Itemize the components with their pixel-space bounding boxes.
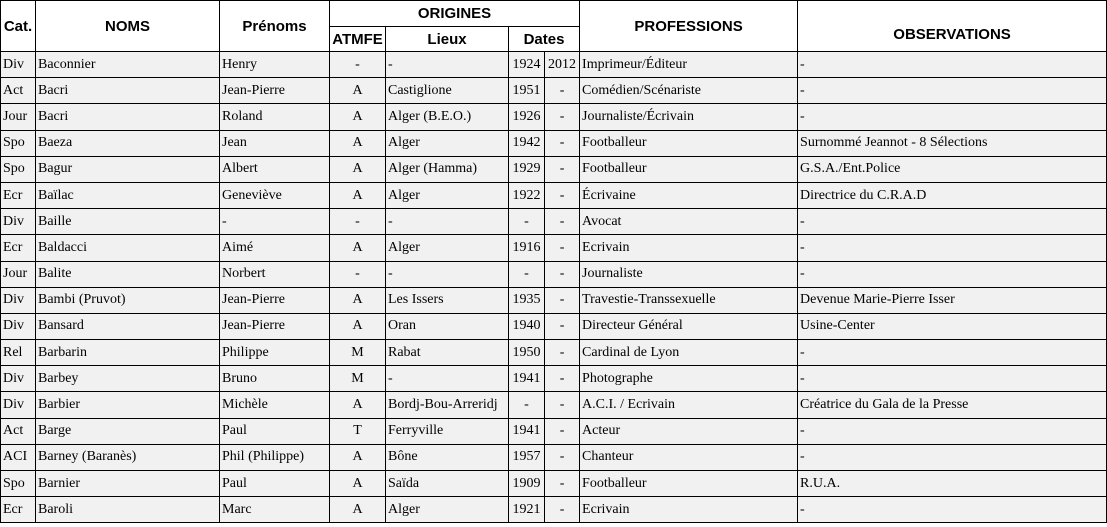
cell-observation: - xyxy=(798,78,1107,104)
cell-nom: Baille xyxy=(36,209,220,235)
cell-nom: Baconnier xyxy=(36,52,220,78)
cell-lieu: Bordj-Bou-Arreridj xyxy=(386,392,509,418)
cell-profession: Directeur Général xyxy=(580,313,798,339)
cell-atmfe: A xyxy=(330,471,386,497)
table-row xyxy=(1,52,1107,78)
cell-lieu: Saïda xyxy=(386,471,509,497)
cell-cat: Rel xyxy=(1,340,36,366)
cell-nom: Barge xyxy=(36,418,220,444)
cell-date-deces: - xyxy=(545,313,580,339)
cell-observation: - xyxy=(798,444,1107,470)
cell-date-naissance: 1940 xyxy=(509,313,545,339)
cell-atmfe: A xyxy=(330,235,386,261)
cell-date-deces: - xyxy=(545,182,580,208)
cell-profession: Journaliste/Écrivain xyxy=(580,104,798,130)
cell-atmfe: A xyxy=(330,182,386,208)
cell-prenom: Geneviève xyxy=(220,182,330,208)
cell-nom: Barbey xyxy=(36,366,220,392)
cell-atmfe: A xyxy=(330,156,386,182)
header-atmfe: ATMFE xyxy=(330,27,386,52)
cell-prenom: Bruno xyxy=(220,366,330,392)
cell-atmfe: M xyxy=(330,366,386,392)
cell-nom: Barbarin xyxy=(36,340,220,366)
cell-observation: - xyxy=(798,52,1107,78)
table-row xyxy=(1,182,1107,208)
cell-profession: Imprimeur/Éditeur xyxy=(580,52,798,78)
cell-profession: Travestie-Transsexuelle xyxy=(580,287,798,313)
cell-profession: Cardinal de Lyon xyxy=(580,340,798,366)
cell-atmfe: A xyxy=(330,78,386,104)
cell-atmfe: A xyxy=(330,287,386,313)
cell-date-deces: - xyxy=(545,392,580,418)
cell-atmfe: A xyxy=(330,313,386,339)
cell-cat: Jour xyxy=(1,104,36,130)
cell-cat: Act xyxy=(1,418,36,444)
table-row xyxy=(1,313,1107,339)
cell-date-deces: - xyxy=(545,235,580,261)
table-row xyxy=(1,209,1107,235)
header-prenoms: Prénoms xyxy=(220,1,330,52)
cell-profession: A.C.I. / Ecrivain xyxy=(580,392,798,418)
cell-lieu: Les Issers xyxy=(386,287,509,313)
cell-nom: Bacri xyxy=(36,78,220,104)
cell-lieu: Oran xyxy=(386,313,509,339)
table-row xyxy=(1,444,1107,470)
cell-nom: Barney (Baranès) xyxy=(36,444,220,470)
cell-nom: Bansard xyxy=(36,313,220,339)
cell-date-deces: - xyxy=(545,130,580,156)
cell-date-deces: - xyxy=(545,340,580,366)
cell-date-naissance: 1916 xyxy=(509,235,545,261)
cell-cat: Div xyxy=(1,366,36,392)
cell-prenom: Norbert xyxy=(220,261,330,287)
cell-date-naissance: 1929 xyxy=(509,156,545,182)
table-row xyxy=(1,418,1107,444)
cell-date-naissance: 1941 xyxy=(509,418,545,444)
cell-observation: R.U.A. xyxy=(798,471,1107,497)
cell-atmfe: - xyxy=(330,52,386,78)
cell-prenom: Jean-Pierre xyxy=(220,287,330,313)
cell-prenom: Jean-Pierre xyxy=(220,78,330,104)
table-row xyxy=(1,130,1107,156)
cell-atmfe: A xyxy=(330,497,386,523)
cell-date-deces: - xyxy=(545,104,580,130)
cell-cat: Spo xyxy=(1,130,36,156)
cell-date-deces: - xyxy=(545,287,580,313)
cell-lieu: Alger xyxy=(386,182,509,208)
cell-observation: - xyxy=(798,418,1107,444)
header-lieux: Lieux xyxy=(386,27,509,52)
cell-prenom: Jean xyxy=(220,130,330,156)
cell-date-naissance: 1950 xyxy=(509,340,545,366)
table-row xyxy=(1,340,1107,366)
cell-date-deces: - xyxy=(545,471,580,497)
cell-cat: Ecr xyxy=(1,497,36,523)
cell-lieu: Ferryville xyxy=(386,418,509,444)
cell-lieu: Alger (Hamma) xyxy=(386,156,509,182)
cell-atmfe: T xyxy=(330,418,386,444)
table-row xyxy=(1,287,1107,313)
cell-observation: Surnommé Jeannot - 8 Sélections xyxy=(798,130,1107,156)
cell-date-deces: - xyxy=(545,444,580,470)
cell-prenom: Henry xyxy=(220,52,330,78)
cell-observation: - xyxy=(798,104,1107,130)
table-row xyxy=(1,104,1107,130)
cell-profession: Avocat xyxy=(580,209,798,235)
cell-profession: Ecrivain xyxy=(580,497,798,523)
cell-lieu: Alger xyxy=(386,130,509,156)
table-row xyxy=(1,471,1107,497)
cell-cat: Div xyxy=(1,209,36,235)
cell-nom: Baldacci xyxy=(36,235,220,261)
cell-cat: Ecr xyxy=(1,235,36,261)
cell-date-deces: - xyxy=(545,209,580,235)
cell-date-naissance: 1924 xyxy=(509,52,545,78)
cell-observation: Devenue Marie-Pierre Isser xyxy=(798,287,1107,313)
table-row xyxy=(1,392,1107,418)
cell-date-naissance: - xyxy=(509,392,545,418)
cell-atmfe: - xyxy=(330,209,386,235)
cell-cat: Ecr xyxy=(1,182,36,208)
cell-prenom: Michèle xyxy=(220,392,330,418)
cell-nom: Bacri xyxy=(36,104,220,130)
cell-lieu: - xyxy=(386,261,509,287)
cell-date-naissance: 1957 xyxy=(509,444,545,470)
cell-date-deces: - xyxy=(545,497,580,523)
cell-cat: Div xyxy=(1,392,36,418)
cell-observation: - xyxy=(798,366,1107,392)
cell-profession: Footballeur xyxy=(580,130,798,156)
cell-atmfe: A xyxy=(330,392,386,418)
cell-observation: Usine-Center xyxy=(798,313,1107,339)
header-noms: NOMS xyxy=(36,1,220,52)
cell-nom: Bambi (Pruvot) xyxy=(36,287,220,313)
cell-prenom: - xyxy=(220,209,330,235)
cell-observation: G.S.A./Ent.Police xyxy=(798,156,1107,182)
cell-profession: Journaliste xyxy=(580,261,798,287)
cell-date-naissance: 1935 xyxy=(509,287,545,313)
table-row xyxy=(1,366,1107,392)
cell-nom: Bagur xyxy=(36,156,220,182)
cell-date-deces: - xyxy=(545,418,580,444)
cell-cat: Div xyxy=(1,52,36,78)
cell-observation: - xyxy=(798,261,1107,287)
header-origines: ORIGINES xyxy=(330,1,580,27)
cell-nom: Barnier xyxy=(36,471,220,497)
cell-profession: Comédien/Scénariste xyxy=(580,78,798,104)
cell-date-naissance: 1922 xyxy=(509,182,545,208)
cell-lieu: - xyxy=(386,52,509,78)
cell-nom: Baeza xyxy=(36,130,220,156)
cell-date-naissance: 1941 xyxy=(509,366,545,392)
cell-nom: Balite xyxy=(36,261,220,287)
cell-observation: Créatrice du Gala de la Presse xyxy=(798,392,1107,418)
table-row xyxy=(1,78,1107,104)
cell-profession: Ecrivain xyxy=(580,235,798,261)
cell-observation: Directrice du C.R.A.D xyxy=(798,182,1107,208)
cell-date-deces: - xyxy=(545,366,580,392)
cell-lieu: Bône xyxy=(386,444,509,470)
cell-atmfe: M xyxy=(330,340,386,366)
cell-date-naissance: 1951 xyxy=(509,78,545,104)
cell-profession: Footballeur xyxy=(580,156,798,182)
cell-prenom: Roland xyxy=(220,104,330,130)
cell-date-naissance: 1909 xyxy=(509,471,545,497)
cell-lieu: Alger xyxy=(386,235,509,261)
cell-lieu: Castiglione xyxy=(386,78,509,104)
cell-cat: Spo xyxy=(1,471,36,497)
cell-atmfe: A xyxy=(330,130,386,156)
cell-lieu: Alger xyxy=(386,497,509,523)
table-row xyxy=(1,497,1107,523)
header-dates: Dates xyxy=(509,27,580,52)
cell-observation: - xyxy=(798,235,1107,261)
cell-cat: Div xyxy=(1,313,36,339)
cell-observation: - xyxy=(798,209,1107,235)
cell-date-deces: - xyxy=(545,156,580,182)
cell-profession: Écrivaine xyxy=(580,182,798,208)
cell-prenom: Paul xyxy=(220,471,330,497)
header-observations: OBSERVATIONS xyxy=(798,1,1107,52)
cell-profession: Acteur xyxy=(580,418,798,444)
cell-date-naissance: - xyxy=(509,261,545,287)
cell-lieu: Rabat xyxy=(386,340,509,366)
cell-date-deces: 2012 xyxy=(545,52,580,78)
cell-date-naissance: - xyxy=(509,209,545,235)
cell-date-naissance: 1921 xyxy=(509,497,545,523)
cell-cat: Act xyxy=(1,78,36,104)
cell-date-naissance: 1926 xyxy=(509,104,545,130)
cell-date-deces: - xyxy=(545,78,580,104)
header-cat: Cat. xyxy=(1,1,36,52)
cell-nom: Baroli xyxy=(36,497,220,523)
cell-prenom: Marc xyxy=(220,497,330,523)
cell-prenom: Paul xyxy=(220,418,330,444)
cell-date-naissance: 1942 xyxy=(509,130,545,156)
cell-atmfe: - xyxy=(330,261,386,287)
cell-atmfe: A xyxy=(330,104,386,130)
cell-atmfe: A xyxy=(330,444,386,470)
cell-lieu: - xyxy=(386,366,509,392)
cell-cat: Div xyxy=(1,287,36,313)
cell-cat: Jour xyxy=(1,261,36,287)
cell-nom: Barbier xyxy=(36,392,220,418)
cell-lieu: - xyxy=(386,209,509,235)
cell-prenom: Aimé xyxy=(220,235,330,261)
table-header xyxy=(1,1,1107,52)
table-row xyxy=(1,235,1107,261)
cell-cat: ACI xyxy=(1,444,36,470)
table-row xyxy=(1,156,1107,182)
cell-prenom: Phil (Philippe) xyxy=(220,444,330,470)
header-professions: PROFESSIONS xyxy=(580,1,798,52)
cell-profession: Chanteur xyxy=(580,444,798,470)
cell-prenom: Philippe xyxy=(220,340,330,366)
cell-observation: - xyxy=(798,497,1107,523)
cell-profession: Photographe xyxy=(580,366,798,392)
cell-prenom: Albert xyxy=(220,156,330,182)
cell-date-deces: - xyxy=(545,261,580,287)
cell-prenom: Jean-Pierre xyxy=(220,313,330,339)
cell-observation: - xyxy=(798,340,1107,366)
cell-profession: Footballeur xyxy=(580,471,798,497)
cell-nom: Baïlac xyxy=(36,182,220,208)
table-row xyxy=(1,261,1107,287)
cell-cat: Spo xyxy=(1,156,36,182)
table-body xyxy=(1,52,1107,523)
cell-lieu: Alger (B.E.O.) xyxy=(386,104,509,130)
